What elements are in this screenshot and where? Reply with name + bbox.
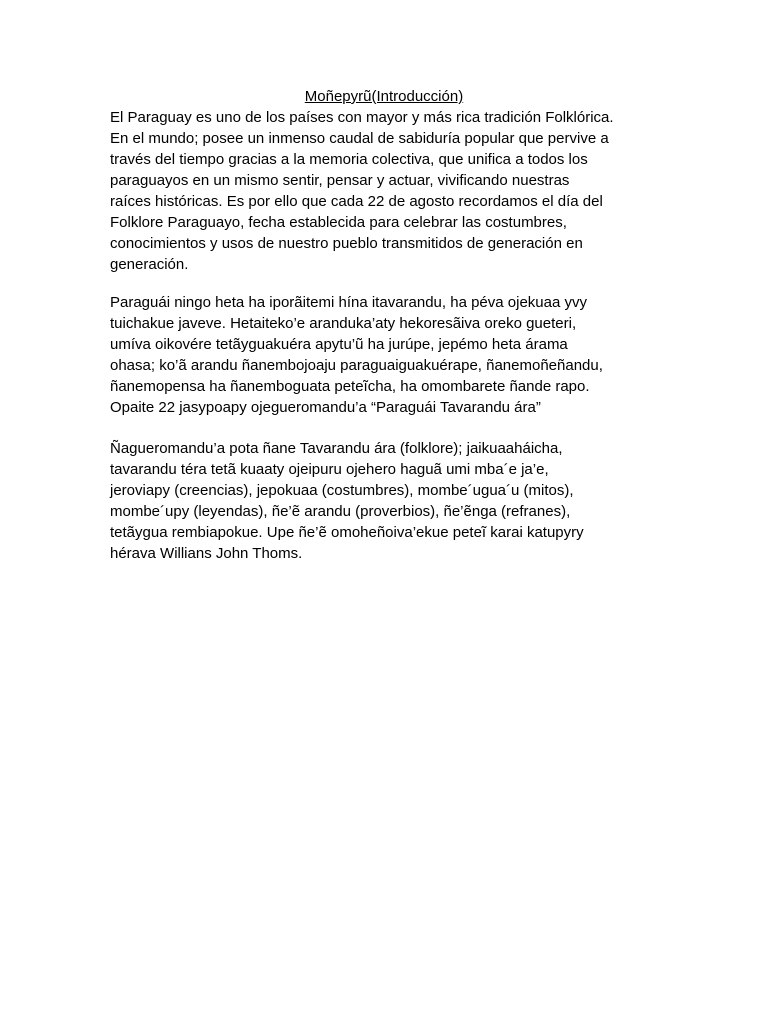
paragraph-line: tavarandu téra tetã kuaaty ojeipuru ojehero haguã umi mba´e ja’e,	[110, 461, 549, 478]
paragraph-line: mombe´upy (leyendas), ñe’ẽ arandu (proverbios), ñe’ẽnga (refranes),	[110, 503, 571, 520]
paragraph-line: raíces históricas. Es por ello que cada 22 de agosto recordamos el día del	[110, 193, 603, 210]
paragraph-line: tuichakue javeve. Hetaiteko’e aranduka’aty hekoresãiva oreko gueteri,	[110, 315, 577, 332]
paragraph-line: Folklore Paraguayo, fecha establecida para celebrar las costumbres,	[110, 214, 567, 231]
paragraph-line: umíva oikovére tetãyguakuéra apytu’ũ ha jurúpe, jepémo heta árama	[110, 336, 568, 353]
paragraph-line: El Paraguay es uno de los países con mayor y más rica tradición Folklórica.	[110, 109, 614, 126]
paragraph-line: conocimientos y usos de nuestro pueblo transmitidos de generación en	[110, 235, 583, 252]
paragraph-line: paraguayos en un mismo sentir, pensar y actuar, vivificando nuestras	[110, 172, 570, 189]
paragraph-line: Ñagueromandu’a pota ñane Tavarandu ára (folklore); jaikuaaháicha,	[110, 440, 563, 457]
paragraph-line: través del tiempo gracias a la memoria colectiva, que unifica a todos los	[110, 151, 588, 168]
paragraph-line: generación.	[110, 256, 189, 273]
document-title: Moñepyrũ(Introducción)	[304, 88, 464, 105]
paragraph-line: jeroviapy (creencias), jepokuaa (costumbres), mombe´ugua´u (mitos),	[110, 482, 574, 499]
paragraph-line: tetãygua rembiapokue. Upe ñe’ẽ omoheñoiva’ekue peteĩ karai katupyry	[110, 524, 584, 541]
paragraph-line: Paraguái ningo heta ha iporãitemi hína itavarandu, ha péva ojekuaa yvy	[110, 294, 587, 311]
paragraph-line: hérava Willians John Thoms.	[110, 545, 303, 562]
paragraph-line: En el mundo; posee un inmenso caudal de sabiduría popular que pervive a	[110, 130, 609, 147]
paragraph-line: ohasa; ko’ã arandu ñanembojoaju paraguaiguakuérape, ñanemoñeñandu,	[110, 357, 603, 374]
paragraph-line: Opaite 22 jasypoapy ojegueromandu’a “Paraguái Tavarandu ára”	[110, 399, 541, 416]
paragraph-spanish-intro	[110, 107, 670, 275]
paragraph-line: ñanemopensa ha ñanemboguata peteĩcha, ha omombarete ñande rapo.	[110, 378, 590, 395]
paragraph-guarani-folklore	[110, 438, 670, 564]
paragraph-guarani-intro	[110, 292, 670, 418]
